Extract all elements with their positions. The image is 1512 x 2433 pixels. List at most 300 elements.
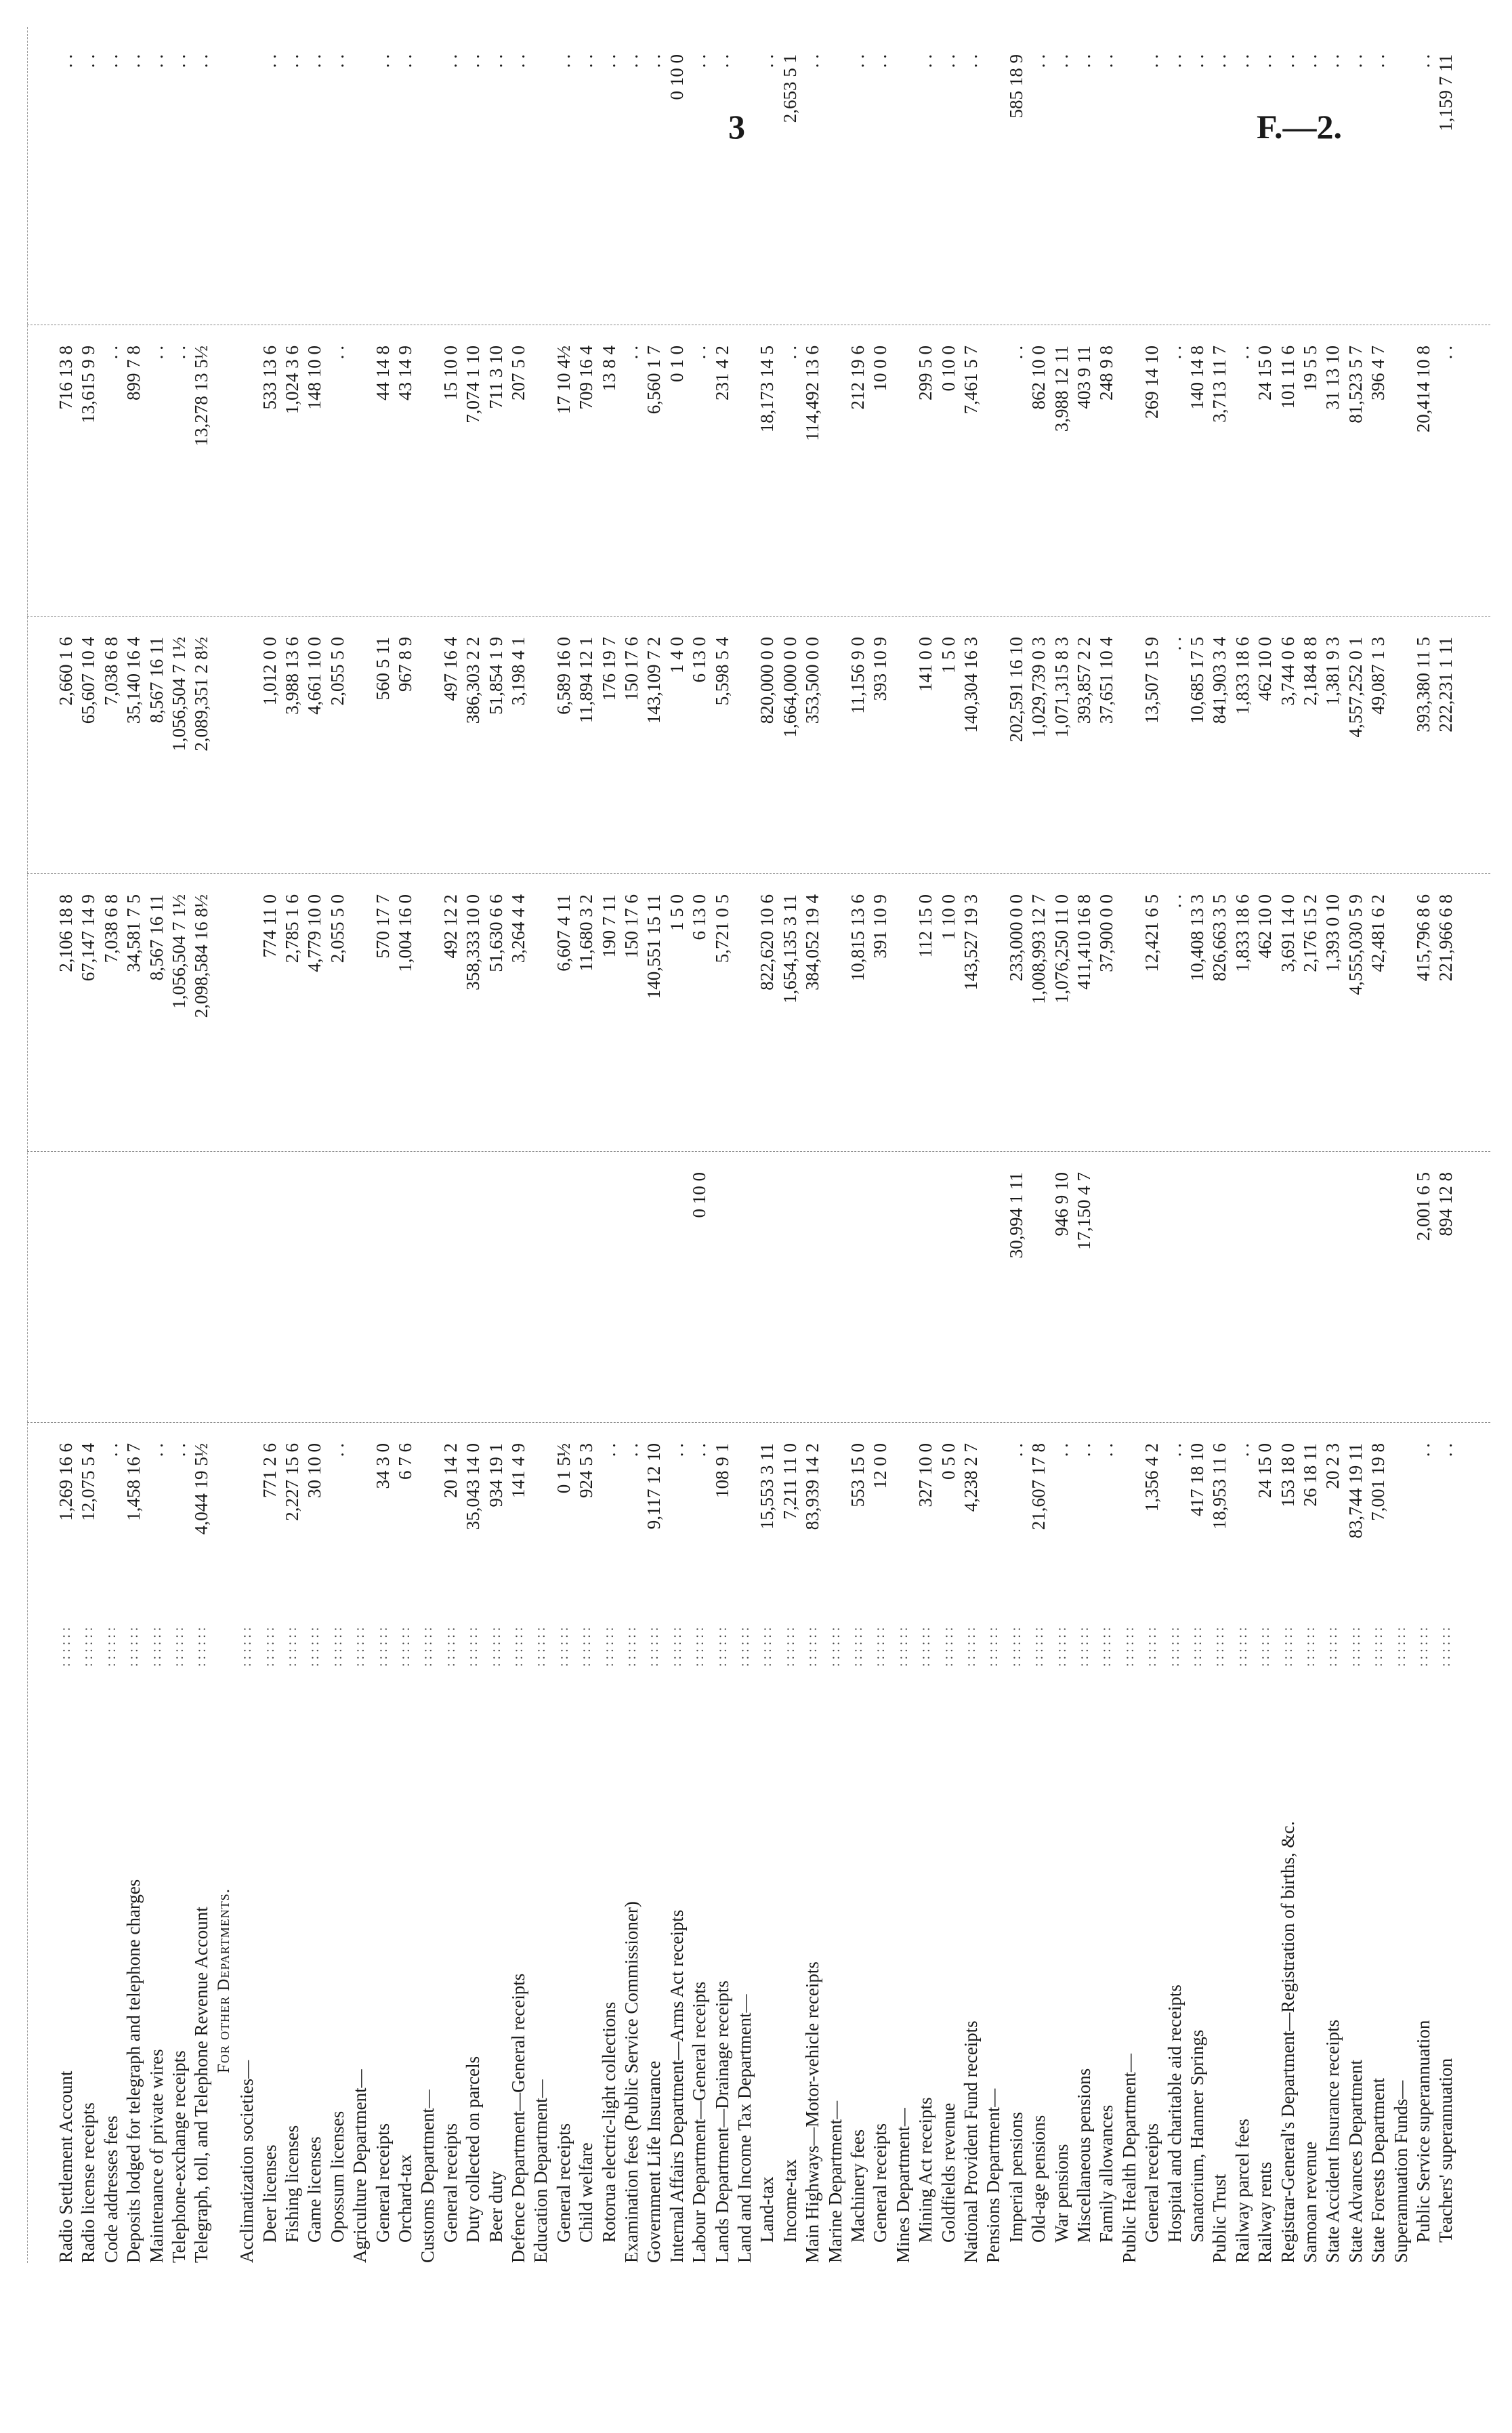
cell-c4: 3,988 13 6 <box>282 637 302 715</box>
table-row <box>326 27 349 2263</box>
table-row <box>620 27 643 2263</box>
leader-dots: : : : : : : <box>511 1627 526 1667</box>
leader-dots: : : : : : : <box>1370 1627 1386 1667</box>
cell-c6: . . <box>757 54 778 68</box>
leader-dots: : : : : : : <box>420 1627 436 1667</box>
cell-c1: 553 15 0 <box>847 1443 868 1507</box>
cell-c1: 1,269 16 6 <box>56 1443 76 1521</box>
cell-c5: 248 9 8 <box>1096 346 1117 400</box>
cell-c6: . . <box>689 54 710 68</box>
cell-c6: . . <box>100 54 121 68</box>
leader-dots: : : : : : : <box>533 1627 549 1667</box>
cell-c5: 20,414 10 8 <box>1413 346 1433 433</box>
row-label: Game licenses <box>304 2136 325 2243</box>
cell-c6: . . <box>1028 54 1049 68</box>
table-row <box>959 27 982 2263</box>
cell-c4: 1,071,315 8 3 <box>1051 637 1072 738</box>
cell-c5: 13,278 13 5½ <box>191 346 212 446</box>
cell-c3: 4,779 10 0 <box>304 894 325 972</box>
cell-c5: . . <box>1005 346 1026 360</box>
cell-c3: 42,481 6 2 <box>1368 894 1389 972</box>
leader-dots: : : : : : : <box>375 1627 390 1667</box>
row-label: Examination fees (Public Service Commissioner) <box>621 1901 642 2263</box>
cell-c1: . . <box>689 1443 710 1457</box>
table-row <box>1050 27 1073 2263</box>
row-label: For other Departments. <box>214 1888 233 2073</box>
cell-c6: . . <box>1096 54 1117 68</box>
cell-c6: . . <box>1368 54 1389 68</box>
cell-c5: 114,492 13 6 <box>802 346 823 441</box>
row-label: Deposits lodged for telegraph and telephone charges <box>123 1879 144 2263</box>
cell-c6: . . <box>644 54 665 68</box>
table-row <box>1276 27 1299 2263</box>
cell-c5: 533 13 6 <box>259 346 280 410</box>
cell-c5: . . <box>1232 346 1253 360</box>
cell-c3: 1,004 16 0 <box>395 894 415 972</box>
row-label: Registrar-General's Department—Registration of births, &c. <box>1277 1821 1298 2263</box>
row-label: Beer duty <box>485 2171 506 2243</box>
row-label: State Forests Department <box>1368 2078 1389 2263</box>
cell-c5: 396 4 7 <box>1368 346 1389 400</box>
table-row <box>529 27 552 2263</box>
cell-c3: 37,900 0 0 <box>1096 894 1117 972</box>
cell-c5: 15 10 0 <box>440 346 461 400</box>
row-label: Public Trust <box>1209 2174 1230 2263</box>
table-row <box>1208 27 1231 2263</box>
leader-dots: : : : : : : <box>692 1627 707 1667</box>
cell-c5: 7,461 5 7 <box>961 346 981 415</box>
leader-dots: : : : : : : <box>261 1627 277 1667</box>
cell-c4: 1,833 18 6 <box>1232 637 1253 715</box>
cell-c1: 35,043 14 0 <box>463 1443 484 1531</box>
cell-c4: 5,598 5 4 <box>711 637 732 706</box>
row-label: Pensions Department— <box>983 2088 1004 2263</box>
cell-c4: 386,303 2 2 <box>463 637 484 724</box>
leader-dots: : : : : : : <box>1144 1627 1160 1667</box>
cell-c5: 44 14 8 <box>372 346 393 400</box>
cell-c5: . . <box>169 346 189 360</box>
leader-dots: : : : : : : <box>103 1627 119 1667</box>
cell-c4: 2,055 5 0 <box>327 637 348 706</box>
cell-c1: 141 4 9 <box>508 1443 528 1498</box>
leader-dots: : : : : : : <box>1212 1627 1227 1667</box>
cell-c1: 83,744 19 11 <box>1345 1443 1366 1539</box>
cell-c6: . . <box>870 54 891 68</box>
cell-c4: 11,894 12 1 <box>576 637 597 724</box>
cell-c6: . . <box>78 54 99 68</box>
cell-c6: . . <box>576 54 597 68</box>
cell-c5: 17 10 4½ <box>553 346 574 415</box>
leader-dots: : : : : : : <box>805 1627 820 1667</box>
cell-c3: 2,106 18 8 <box>56 894 76 972</box>
table-row <box>190 27 213 2263</box>
cell-c1: 18,953 11 6 <box>1209 1443 1230 1530</box>
cell-c6: . . <box>146 54 167 68</box>
leader-dots: : : : : : : <box>579 1627 594 1667</box>
row-label: Deer licenses <box>259 2144 280 2243</box>
cell-c4: 51,854 1 9 <box>485 637 506 715</box>
cell-c5: 148 10 0 <box>304 346 325 410</box>
cell-c4: 3,198 4 1 <box>508 637 528 706</box>
cell-c6: . . <box>1051 54 1072 68</box>
cell-c1: . . <box>1164 1443 1185 1457</box>
cell-c1: . . <box>1096 1443 1117 1457</box>
table-top-rule <box>27 27 28 2263</box>
table-row <box>507 27 530 2263</box>
cell-c1: 0 1 5½ <box>553 1443 574 1494</box>
cell-c6: . . <box>1187 54 1207 68</box>
cell-c3: 384,052 19 4 <box>802 894 823 991</box>
leader-dots: : : : : : : <box>759 1627 775 1667</box>
table-row <box>394 27 417 2263</box>
leader-dots: : : : : : : <box>1325 1627 1341 1667</box>
cell-c3: 10,408 13 3 <box>1187 894 1207 982</box>
cell-c4: 2,184 8 8 <box>1300 637 1320 706</box>
cell-c1: 83,939 14 2 <box>802 1443 823 1531</box>
table-row <box>280 27 303 2263</box>
cell-c4: 143,109 7 2 <box>644 637 665 724</box>
cell-c3: 221,966 6 8 <box>1435 894 1456 982</box>
cell-c6: . . <box>938 54 959 68</box>
cell-c1: 24 15 0 <box>1255 1443 1276 1498</box>
table-row <box>824 27 847 2263</box>
cell-c5: 1,024 3 6 <box>282 346 302 415</box>
cell-c4: 1 4 0 <box>666 637 687 673</box>
cell-c6: . . <box>508 54 528 68</box>
leader-dots: : : : : : : <box>714 1627 730 1667</box>
cell-c3: 12,421 6 5 <box>1141 894 1162 972</box>
cell-c5: . . <box>100 346 121 360</box>
cell-c6: . . <box>304 54 325 68</box>
cell-c1: 9,117 12 10 <box>644 1443 665 1530</box>
leader-dots: : : : : : : <box>398 1627 413 1667</box>
table-row <box>755 27 778 2263</box>
cell-c4: . . <box>1164 637 1185 651</box>
cell-c1: . . <box>100 1443 121 1457</box>
row-label: Maintenance of private wires <box>146 2049 167 2263</box>
cell-c1: 327 10 0 <box>915 1443 936 1507</box>
cell-c3: 150 17 6 <box>621 894 642 959</box>
cell-c1: . . <box>598 1443 619 1457</box>
table-row <box>801 27 824 2263</box>
cell-c1: . . <box>1005 1443 1026 1457</box>
cell-c3: 411,410 16 8 <box>1074 894 1094 990</box>
row-label: Orchard-tax <box>395 2154 415 2243</box>
cell-c5: 7,074 1 10 <box>463 346 484 423</box>
cell-c4: 35,140 16 4 <box>123 637 144 724</box>
cell-c3: 2,176 15 2 <box>1300 894 1320 972</box>
row-label: Duty collected on parcels <box>463 2056 484 2243</box>
table-row <box>1185 27 1209 2263</box>
cell-c6: . . <box>915 54 936 68</box>
cell-c6: . . <box>327 54 348 68</box>
cell-c4: 1 5 0 <box>938 637 959 673</box>
cell-c6: . . <box>191 54 212 68</box>
cell-c4: 13,507 15 9 <box>1141 637 1162 724</box>
cell-c3: 1,008,993 12 7 <box>1028 894 1049 1004</box>
table-row <box>1118 27 1141 2263</box>
table-row <box>937 27 960 2263</box>
leader-dots: : : : : : : <box>465 1627 481 1667</box>
cell-c5: 19 5 5 <box>1300 346 1320 392</box>
cell-c4: 1,664,000 0 0 <box>779 637 800 738</box>
table-row <box>303 27 326 2263</box>
table-row <box>484 27 507 2263</box>
cell-c5: 43 14 9 <box>395 346 415 400</box>
page-number: 3 <box>728 108 745 146</box>
cell-c4: 202,591 16 10 <box>1005 637 1026 743</box>
table-row <box>416 27 439 2263</box>
cell-c1: 20 2 3 <box>1322 1443 1343 1489</box>
cell-c3: 51,630 6 6 <box>485 894 506 972</box>
table-row <box>711 27 734 2263</box>
row-label: General receipts <box>1141 2123 1162 2243</box>
table-row <box>235 27 258 2263</box>
cell-c1: 771 2 6 <box>259 1443 280 1498</box>
cell-c2: 946 9 10 <box>1051 1172 1072 1236</box>
cell-c5: . . <box>327 346 348 360</box>
cell-c3: 358,333 10 0 <box>463 894 484 991</box>
leader-dots: : : : : : : <box>307 1627 322 1667</box>
cell-c1: 12,075 5 4 <box>78 1443 99 1521</box>
cell-c5: . . <box>621 346 642 360</box>
cell-c6: 2,653 5 1 <box>779 54 800 123</box>
table-row <box>1434 27 1457 2263</box>
cell-c5: 3,988 12 11 <box>1051 346 1072 432</box>
leader-dots: : : : : : : <box>1393 1627 1408 1667</box>
row-label: Imperial pensions <box>1005 2112 1026 2243</box>
table-row <box>1299 27 1322 2263</box>
cell-c1: 6 7 6 <box>395 1443 415 1480</box>
table-row <box>1140 27 1163 2263</box>
table-row <box>868 27 891 2263</box>
cell-c1: 4,044 19 5½ <box>191 1443 212 1535</box>
cell-c6: . . <box>1322 54 1343 68</box>
cell-c5: 212 19 6 <box>847 346 868 410</box>
cell-c1: . . <box>146 1443 167 1457</box>
row-label: Old-age pensions <box>1028 2115 1049 2243</box>
cell-c3: 8,567 16 11 <box>146 894 167 981</box>
cell-c5: 269 14 10 <box>1141 346 1162 419</box>
cell-c6: . . <box>372 54 393 68</box>
row-label: Superannuation Funds— <box>1390 2080 1411 2263</box>
cell-c5: . . <box>689 346 710 360</box>
cell-c5: 3,713 11 7 <box>1209 346 1230 423</box>
cell-c3: 6 13 0 <box>689 894 710 940</box>
cell-c1: 20 14 2 <box>440 1443 461 1498</box>
cell-c2: 2,001 6 5 <box>1413 1172 1433 1241</box>
row-label: Land and Income Tax Department— <box>734 1994 755 2263</box>
cell-c4: 2,660 1 6 <box>56 637 76 706</box>
cell-c6: . . <box>1232 54 1253 68</box>
leader-dots: : : : : : : <box>1167 1627 1182 1667</box>
cell-c1: . . <box>1051 1443 1072 1457</box>
leader-dots: : : : : : : <box>601 1627 616 1667</box>
cell-c4: 462 10 0 <box>1255 637 1276 701</box>
cell-c3: 822,620 10 6 <box>757 894 778 991</box>
row-label: Fishing licenses <box>282 2125 302 2243</box>
cell-c1: 924 5 3 <box>576 1443 597 1498</box>
cell-c3: 7,038 6 8 <box>100 894 121 963</box>
row-label: Teachers' superannuation <box>1435 2058 1456 2243</box>
cell-c3: 112 15 0 <box>915 894 936 958</box>
cell-c4: 497 16 4 <box>440 637 461 701</box>
cell-c3: 2,098,584 16 8½ <box>191 894 212 1018</box>
cell-c1: 1,458 16 7 <box>123 1443 144 1521</box>
leader-dots: : : : : : : <box>1303 1627 1318 1667</box>
cell-c6: . . <box>1255 54 1276 68</box>
cell-c5: 403 9 11 <box>1074 346 1094 409</box>
leader-dots: : : : : : : <box>782 1627 797 1667</box>
cell-c6: . . <box>598 54 619 68</box>
cell-c6: . . <box>56 54 76 68</box>
row-label: State Advances Department <box>1345 2060 1366 2263</box>
cell-c5: . . <box>1164 346 1185 360</box>
cell-c3: 233,000 0 0 <box>1005 894 1026 982</box>
cell-c1: 417 18 10 <box>1187 1443 1207 1516</box>
cell-c4: 2,089,351 2 8½ <box>191 637 212 751</box>
cell-c3: 67,147 14 9 <box>78 894 99 982</box>
table-row <box>574 27 597 2263</box>
cell-c4: 6,589 16 0 <box>553 637 574 715</box>
cell-c6: . . <box>1413 54 1433 68</box>
cell-c1: 21,607 17 8 <box>1028 1443 1049 1531</box>
table-row <box>688 27 711 2263</box>
row-label: Sanatorium, Hanmer Springs <box>1187 2029 1207 2243</box>
leader-dots: : : : : : : <box>873 1627 888 1667</box>
row-label: Code addresses fees <box>100 2115 121 2263</box>
cell-c6: . . <box>1277 54 1298 68</box>
leader-dots: : : : : : : <box>1008 1627 1024 1667</box>
table-row <box>1005 27 1028 2263</box>
cell-c1: 7,211 11 0 <box>779 1443 800 1520</box>
cell-c5: 31 13 10 <box>1322 346 1343 410</box>
row-label: Customs Department— <box>417 2089 438 2263</box>
table-row <box>1072 27 1095 2263</box>
leader-dots: : : : : : : <box>442 1627 458 1667</box>
cell-c5: 207 5 0 <box>508 346 528 400</box>
row-label: Child welfare <box>576 2142 597 2243</box>
cell-c6: . . <box>282 54 302 68</box>
cell-c4: 11,156 9 0 <box>847 637 868 714</box>
table-row <box>100 27 123 2263</box>
cell-c6: . . <box>961 54 981 68</box>
table-row <box>846 27 869 2263</box>
cell-c6: . . <box>1209 54 1230 68</box>
cell-c4: 141 0 0 <box>915 637 936 692</box>
cell-c1: 30 10 0 <box>304 1443 325 1498</box>
table-row <box>891 27 915 2263</box>
cell-c2: 17,150 4 7 <box>1074 1172 1094 1250</box>
cell-c4: 150 17 6 <box>621 637 642 701</box>
cell-c5: 18,173 14 5 <box>757 346 778 433</box>
row-label: Miscellaneous pensions <box>1074 2068 1094 2243</box>
table-row <box>1231 27 1254 2263</box>
cell-c3: 3,264 4 4 <box>508 894 528 963</box>
table-row <box>597 27 621 2263</box>
table-row <box>145 27 168 2263</box>
row-label: General receipts <box>372 2123 393 2243</box>
leader-dots: : : : : : : <box>624 1627 639 1667</box>
row-label: Radio Settlement Account <box>56 2071 76 2263</box>
cell-c4: 560 5 11 <box>372 637 393 701</box>
cell-c3: 190 7 11 <box>598 894 619 958</box>
row-label: War pensions <box>1051 2144 1072 2243</box>
cell-c4: 222,231 1 11 <box>1435 637 1456 732</box>
cell-c5: 711 3 10 <box>485 346 506 409</box>
cell-c3: 391 10 9 <box>870 894 891 959</box>
cell-c3: 1,393 0 10 <box>1322 894 1343 972</box>
table-row <box>1253 27 1276 2263</box>
table-row <box>348 27 371 2263</box>
row-label: Internal Affairs Department—Arms Act receipts <box>666 1909 687 2263</box>
cell-c5: 299 5 0 <box>915 346 936 400</box>
cell-c5: 13 8 4 <box>598 346 619 392</box>
cell-c3: 415,796 8 6 <box>1413 894 1433 982</box>
cell-c5: 899 7 8 <box>123 346 144 400</box>
cell-c6: . . <box>259 54 280 68</box>
cell-c6: 1,159 7 11 <box>1435 54 1456 131</box>
cell-c6: . . <box>802 54 823 68</box>
cell-c5: . . <box>146 346 167 360</box>
leader-dots: : : : : : : <box>239 1627 255 1667</box>
leader-dots: : : : : : : <box>148 1627 164 1667</box>
row-label: Hospital and charitable aid receipts <box>1164 1984 1185 2243</box>
row-label: Machinery fees <box>847 2129 868 2243</box>
cell-c4: 967 8 9 <box>395 637 415 692</box>
table-row <box>1344 27 1367 2263</box>
cell-c6: . . <box>621 54 642 68</box>
table-row <box>54 27 77 2263</box>
cell-c4: 7,038 6 8 <box>100 637 121 706</box>
cell-c6: . . <box>463 54 484 68</box>
table-row <box>1321 27 1344 2263</box>
leader-dots: : : : : : : <box>171 1627 186 1667</box>
cell-c4: 393,380 11 5 <box>1413 637 1433 732</box>
leader-dots: : : : : : : <box>555 1627 571 1667</box>
cell-c3: 6,607 4 11 <box>553 894 574 972</box>
cell-c4: 3,744 0 6 <box>1277 637 1298 706</box>
leader-dots: : : : : : : <box>352 1627 368 1667</box>
cell-c5: 862 10 0 <box>1028 346 1049 410</box>
table-row <box>733 27 756 2263</box>
cell-c5: 231 4 2 <box>711 346 732 400</box>
cell-c6: . . <box>123 54 144 68</box>
row-label: State Accident Insurance receipts <box>1322 2019 1343 2263</box>
leader-dots: : : : : : : <box>1347 1627 1363 1667</box>
row-label: General receipts <box>870 2123 891 2243</box>
cell-c3: 826,663 3 5 <box>1209 894 1230 982</box>
cell-c2: 30,994 1 11 <box>1005 1172 1026 1259</box>
cell-c3: 1 5 0 <box>666 894 687 931</box>
cell-c3: 492 12 2 <box>440 894 461 959</box>
leader-dots: : : : : : : <box>827 1627 843 1667</box>
cell-c3: . . <box>1164 894 1185 909</box>
row-label: Lands Department—Drainage receipts <box>711 1980 732 2263</box>
cell-c3: 2,785 1 6 <box>282 894 302 963</box>
cell-c1: 108 9 1 <box>711 1443 732 1498</box>
row-label: Marine Department— <box>824 2100 845 2263</box>
cell-c6: . . <box>553 54 574 68</box>
cell-c1: . . <box>621 1443 642 1457</box>
cell-c6: . . <box>395 54 415 68</box>
cell-c1: 34 3 0 <box>372 1443 393 1489</box>
cell-c1: 0 5 0 <box>938 1443 959 1480</box>
row-label: Labour Department—General receipts <box>689 1981 710 2263</box>
row-label: Samoan revenue <box>1300 2141 1320 2263</box>
leader-dots: : : : : : : <box>1438 1627 1454 1667</box>
leader-dots: : : : : : : <box>1234 1627 1250 1667</box>
